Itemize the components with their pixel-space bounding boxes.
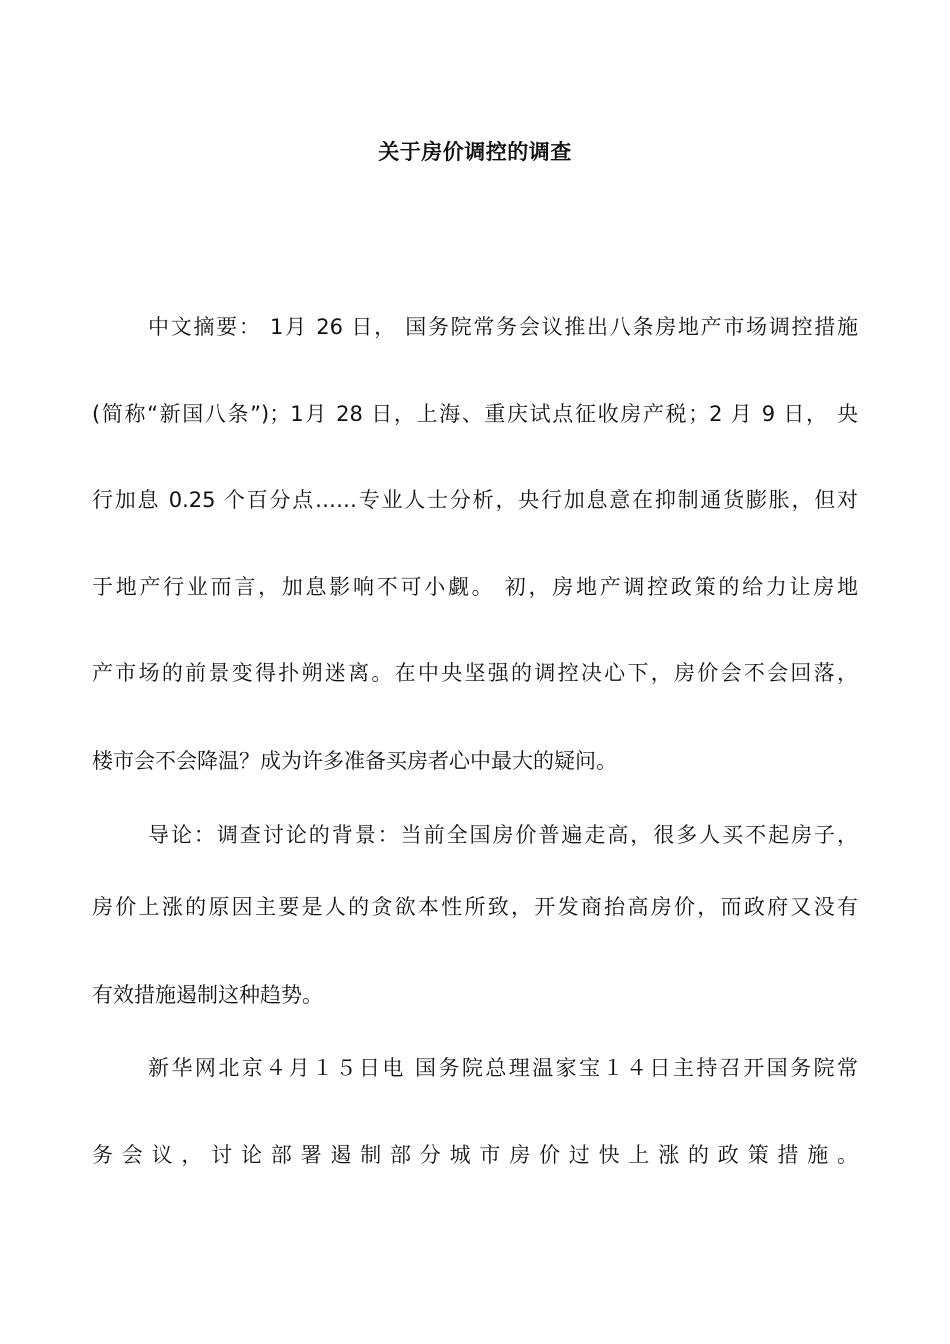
paragraph-line: 产市场的前景变得扑朔迷离。在中央坚强的调控决心下，房价会不会回落， (92, 661, 858, 685)
paragraph-line: 导论：调查讨论的背景：当前全国房价普遍走高，很多人买不起房子， (148, 823, 858, 847)
paragraph-line: 于地产行业而言，加息影响不可小觑。 初，房地产调控政策的给力让房地 (92, 575, 858, 599)
paragraph-line: 中文摘要： 1月 26 日， 国务院常务会议推出八条房地产市场调控措施 (148, 315, 858, 339)
paragraph-line: (简称“新国八条”)；1月 28 日，上海、重庆试点征收房产税；2 月 9 日， 央 (92, 402, 858, 426)
paragraph-line: 新华网北京４月１５日电 国务院总理温家宝１４日主持召开国务院常 (148, 1056, 858, 1080)
paragraph-line: 务会议，讨论部署遏制部分城市房价过快上涨的政策措施。 (92, 1143, 858, 1167)
document-title: 关于房价调控的调查 (378, 140, 572, 164)
paragraph-line: 有效措施遏制这种趋势。 (92, 983, 323, 1007)
paragraph-line: 楼市会不会降温？成为许多准备买房者心中最大的疑问。 (92, 749, 617, 773)
paragraph-line: 行加息 0.25 个百分点……专业人士分析，央行加息意在抑制通货膨胀，但对 (92, 488, 858, 512)
paragraph-line: 房价上涨的原因主要是人的贪欲本性所致，开发商抬高房价，而政府又没有 (92, 895, 858, 919)
